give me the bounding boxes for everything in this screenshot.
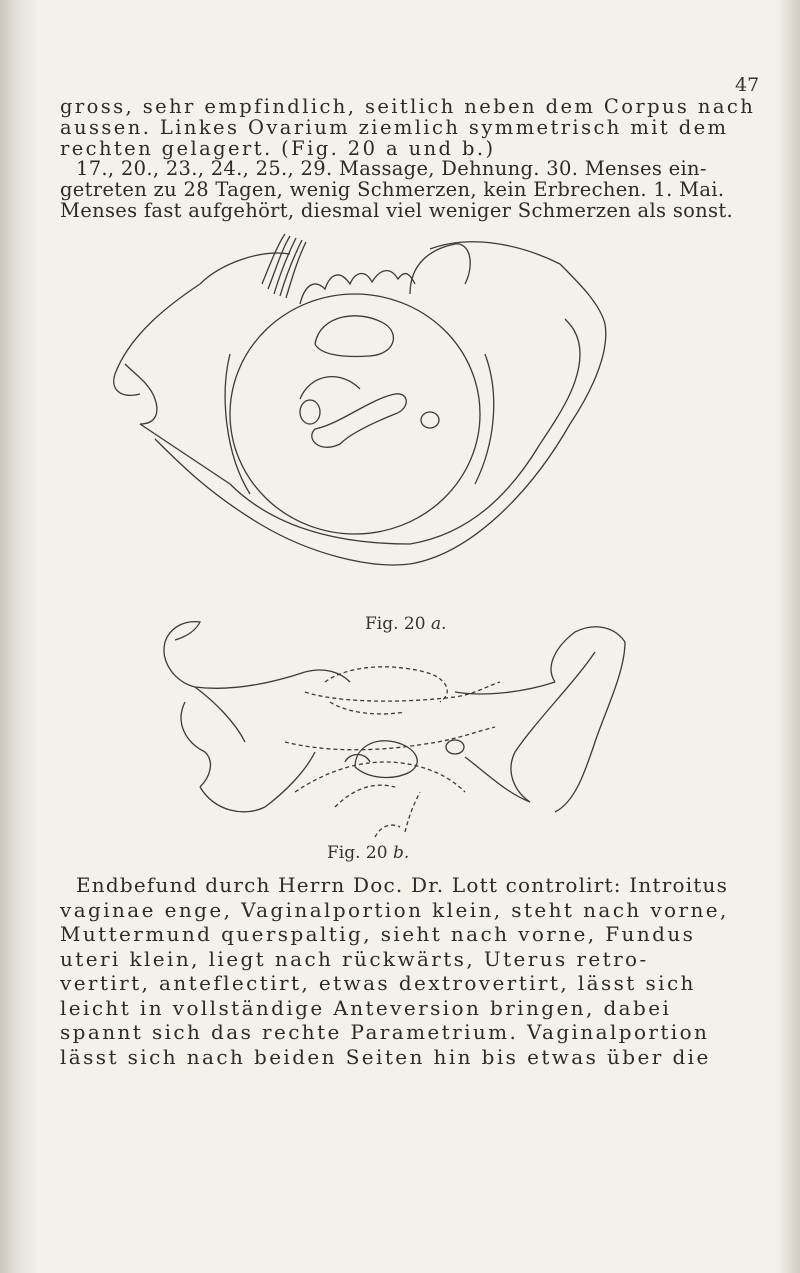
paragraph-bottom	[60, 873, 740, 1069]
text-line: gross, sehr empfindlich, seitlich neben dem Corpus nach	[60, 95, 756, 118]
text-line: vertirt, anteflectirt, etwas dextrovertirt, lässt sich	[60, 971, 696, 995]
caption-letter: a.	[430, 614, 447, 634]
page-number: 47	[735, 74, 760, 96]
page-right-shadow	[778, 0, 800, 1273]
text-line: Muttermund querspaltig, sieht nach vorne, Fundus	[60, 922, 696, 946]
figure-20a-caption: Fig. 20 a.	[365, 614, 447, 634]
text-line: lässt sich nach beiden Seiten hin bis etwas über die	[60, 1044, 711, 1069]
page-left-shadow	[0, 0, 38, 1273]
text-line: uteri klein, liegt nach rückwärts, Uterus retro-	[60, 946, 649, 971]
text-line: Menses fast aufgehört, diesmal viel weniger Schmerzen als sonst.	[60, 198, 733, 222]
text-line: Endbefund durch Herrn Doc. Dr. Lott controlirt: Introitus	[76, 873, 729, 897]
text-line: rechten gelagert. (Fig. 20 a und b.)	[60, 136, 496, 160]
text-line: spannt sich das rechte Parametrium. Vaginalportion	[60, 1020, 710, 1044]
text-line: leicht in vollständige Anteversion bringen, dabei	[60, 995, 672, 1020]
paragraph-top	[60, 95, 756, 222]
text-line: 17., 20., 23., 24., 25., 29. Massage, Dehnung. 30. Menses ein-	[76, 157, 707, 181]
text-line: getreten zu 28 Tagen, wenig Schmerzen, kein Erbrechen. 1. Mai.	[60, 178, 725, 202]
caption-letter: b.	[392, 843, 410, 863]
figure-20b-caption: Fig. 20 b.	[327, 843, 410, 863]
text-line: aussen. Linkes Ovarium ziemlich symmetrisch mit dem	[60, 115, 729, 139]
text-line: vaginae enge, Vaginalportion klein, steht nach vorne,	[60, 897, 729, 922]
figure-20a-drawing	[110, 224, 630, 604]
figure-20b-drawing	[155, 612, 635, 842]
